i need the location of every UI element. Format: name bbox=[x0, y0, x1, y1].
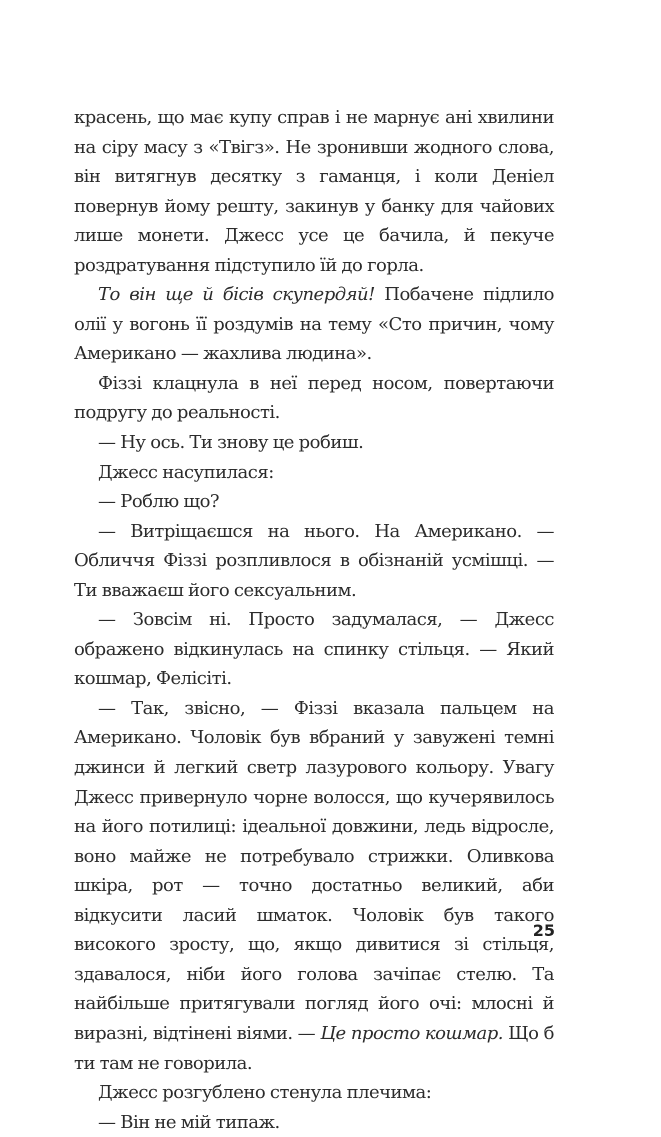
italic-text: То він ще й бісів скупердяй! bbox=[98, 284, 375, 306]
paragraph bbox=[74, 1078, 554, 1108]
paragraph-text: — Витріщаєшся на нього. На Американо. — Обличчя Фіззі розпливлося в обізнаній усмішці. — Ти вважаєш його сексуальним. bbox=[74, 520, 554, 601]
dialogue-line bbox=[74, 605, 554, 694]
paragraph-text: — Він не мій типаж. bbox=[98, 1111, 280, 1133]
paragraph-text: — Роблю що? bbox=[98, 491, 220, 513]
dialogue-line bbox=[74, 487, 554, 517]
dialogue-line bbox=[74, 694, 554, 1078]
paragraph-text: красень, що має купу справ і не марнує ані хвилини на сіру масу з «Твігз». Не зронивши жодного слова, він витягнув десятку з гаманця, і коли Деніел повернув йому решту, закинув у банку для чайових лише монети. Джесс усе це бачила, й пекуче роздратування підступило їй до горла. bbox=[74, 107, 554, 276]
italic-text: Це просто кошмар. bbox=[320, 1022, 503, 1044]
paragraph-text: Що б ти там не говорила. bbox=[74, 1022, 554, 1074]
body-text bbox=[74, 103, 554, 1137]
dialogue-line bbox=[74, 1108, 554, 1137]
paragraph-text: Фіззі клацнула в неї перед носом, повертаючи подругу до реальності. bbox=[74, 372, 554, 424]
paragraph-text: Побачене підлило олії у вогонь її роздумів на тему «Сто причин, чому Американо — жахлива людина». bbox=[74, 284, 554, 365]
paragraph-text: Джесс насупилася: bbox=[98, 461, 274, 483]
dialogue-line bbox=[74, 517, 554, 606]
page-number: 25 bbox=[532, 921, 555, 940]
paragraph-text: — Зовсім ні. Просто задумалася, — Джесс ображено відкинулась на спинку стільця. — Який кошмар, Фелісіті. bbox=[74, 609, 554, 690]
paragraph bbox=[74, 280, 554, 369]
paragraph-text: — Ну ось. Ти знову це робиш. bbox=[98, 432, 364, 454]
paragraph bbox=[74, 369, 554, 428]
paragraph-text: Джесс розгублено стенула плечима: bbox=[98, 1082, 432, 1104]
paragraph bbox=[74, 458, 554, 488]
paragraph-text: — Так, звісно, — Фіззі вказала пальцем на Американо. Чоловік був вбраний у завужені темні джинси й легкий светр лазурового кольору. Увагу Джесс привернуло чорне волосся, що кучерявилось на його потилиці: ідеальної довжини, ледь відросле, воно майже не потребувало стрижки. Оливкова шкіра, рот — точно достатньо великий, аби відкусити ласий шматок. Чоловік був такого високого зросту, що, якщо дивитися зі стільця, здавалося, ніби його голова зачіпає стелю. Та найбільше притягували погляд його очі: млосні й виразні, відтінені віями. — bbox=[74, 697, 554, 1044]
dialogue-line bbox=[74, 428, 554, 458]
paragraph bbox=[74, 103, 554, 280]
